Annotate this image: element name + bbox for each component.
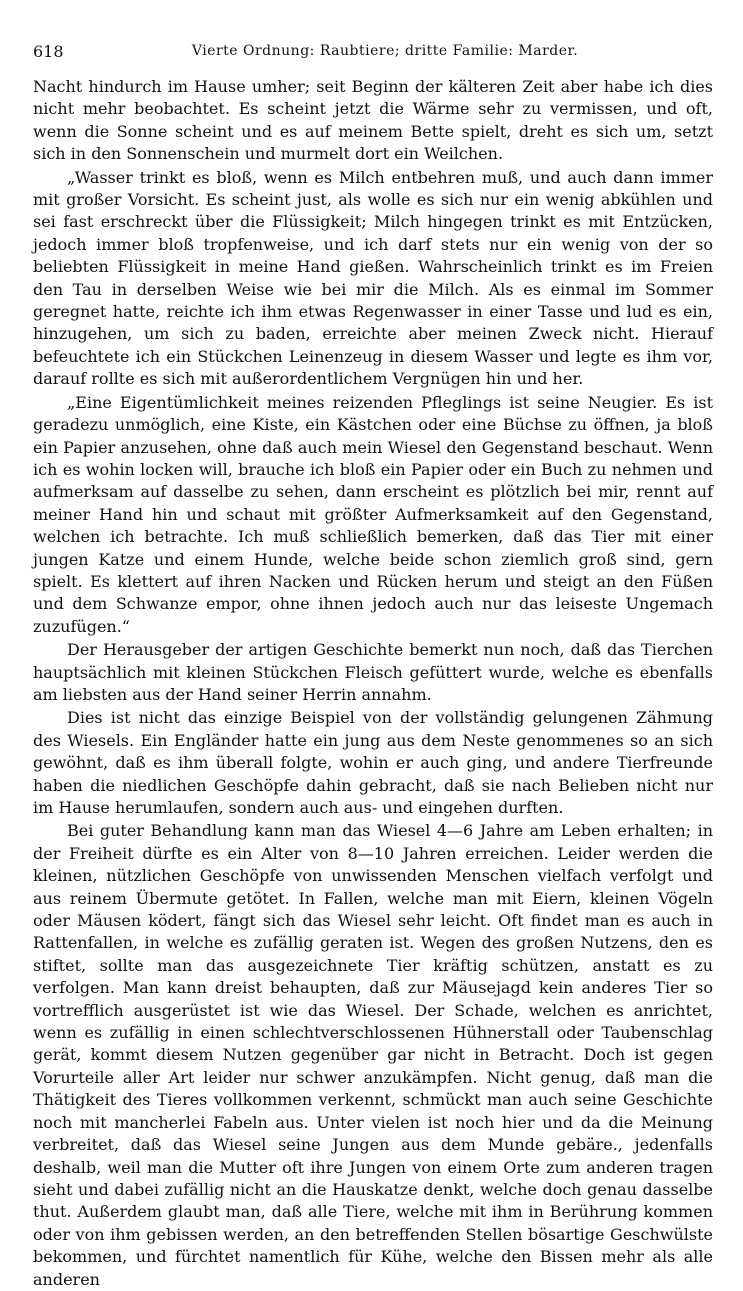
paragraph-5: Dies ist nicht das einzige Beispiel von der vollständig gelungenen Zähmung des Wiesels. Ein Engländer hatte ein jung aus dem Neste genommenes so an sich gewöhnt, daß es ihm überall folgte, wohin er auch ging, und andere Tierfreunde haben die niedlichen Geschöpfe dahin gebracht, daß sie nach Belieben nicht nur im Hause herumlaufen, sondern auch aus- und eingehen durften. — [33, 708, 713, 817]
page-header — [33, 36, 713, 66]
paragraph-6: Bei guter Behandlung kann man das Wiesel 4—6 Jahre am Leben erhalten; in der Freiheit dürfte es ein Alter von 8—10 Jahren erreichen. Leider werden die kleinen, nützlichen Geschöpfe von unwissenden Menschen vielfach verfolgt und aus reinem Übermute getötet. In Fallen, welche man mit Eiern, kleinen Vögeln oder Mäusen ködert, fängt sich das Wiesel sehr leicht. Oft findet man es auch in Rattenfallen, in welche es zufällig geraten ist. Wegen des großen Nutzens, den es stiftet, sollte man das ausgezeichnete Tier kräftig schützen, anstatt es zu verfolgen. Man kann dreist behaupten, daß zur Mäusejagd kein anderes Tier so vortrefflich ausgerüstet ist wie das Wiesel. Der Schade, welchen es anrichtet, wenn es zufällig in einen schlechtverschlossenen Hühnerstall oder Taubenschlag gerät, kommt diesem Nutzen gegenüber gar nicht in Betracht. Doch ist gegen Vorurteile aller Art leider nur schwer anzukämpfen. Nicht genug, daß man die Thätigkeit des Tieres vollkommen verkennt, schmückt man auch seine Geschichte noch mit mancherlei Fabeln aus. Unter vielen ist noch hier und da die Meinung verbreitet, daß das Wiesel seine Jungen aus dem Munde gebäre., jedenfalls deshalb, weil man die Mutter oft ihre Jungen von einem Orte zum anderen tragen sieht und dabei zufällig nicht an die Hauskatze denkt, welche doch genau dasselbe thut. Außerdem glaubt man, daß alle Tiere, welche mit ihm in Berührung kommen oder von ihm gebissen werden, an den betreffenden Stellen bösartige Geschwülste bekommen, und fürchtet namentlich für Kühe, welche den Bissen mehr als alle anderen — [33, 821, 713, 1289]
page-number: 618 — [33, 41, 64, 61]
body-text — [33, 76, 713, 1291]
paragraph-2: „Wasser trinkt es bloß, wenn es Milch entbehren muß, und auch dann immer mit großer Vorsicht. Es scheint just, als wolle es sich nur ein wenig abkühlen und sei fast erschreckt über die Flüssigkeit; Milch hingegen trinkt es mit Entzücken, jedoch immer bloß tropfenweise, und ich darf stets nur ein wenig von der so beliebten Flüssigkeit in meine Hand gießen. Wahrscheinlich trinkt es im Freien den Tau in derselben Weise wie bei mir die Milch. Als es einmal im Sommer geregnet hatte, reichte ich ihm etwas Regenwasser in einer Tasse und lud es ein, hinzugehen, um sich zu baden, erreichte aber meinen Zweck nicht. Hierauf befeuchtete ich ein Stückchen Leinenzeug in diesem Wasser und legte es ihm vor, darauf rollte es sich mit außerordentlichem Vergnügen hin und her. — [33, 167, 713, 389]
paragraph-3: „Eine Eigentümlichkeit meines reizenden Pfleglings ist seine Neugier. Es ist geradezu unmöglich, eine Kiste, ein Kästchen oder eine Büchse zu öffnen, ja bloß ein Papier anzusehen, ohne daß auch mein Wiesel den Gegenstand beschaut. Wenn ich es wohin locken will, brauche ich bloß ein Papier oder ein Buch zu nehmen und aufmerksam auf dasselbe zu sehen, dann erscheint es plötzlich bei mir, rennt auf meiner Hand hin und schaut mit größter Aufmerksamkeit auf den Gegenstand, welchen ich betrachte. Ich muß schließlich bemerken, daß das Tier mit einer jungen Katze und einem Hunde, welche beide schon ziemlich groß sind, gern spielt. Es klettert auf ihren Nacken und Rücken herum und steigt an den Füßen und dem Schwanze empor, ohne ihnen jedoch auch nur das leiseste Ungemach zuzufügen.“ — [33, 392, 713, 636]
paragraph-4: Der Herausgeber der artigen Geschichte bemerkt nun noch, daß das Tierchen hauptsächlich mit kleinen Stückchen Fleisch gefüttert wurde, welche es ebenfalls am liebsten aus der Hand seiner Herrin annahm. — [33, 640, 713, 704]
paragraph-1: Nacht hindurch im Hause umher; seit Beginn der kälteren Zeit aber habe ich dies nicht mehr beobachtet. Es scheint jetzt die Wärme sehr zu vermissen, und oft, wenn die Sonne scheint und es auf meinem Bette spielt, dreht es sich um, setzt sich in den Sonnenschein und murmelt dort ein Weilchen. — [33, 77, 713, 164]
running-head: Vierte Ordnung: Raubtiere; dritte Familie: Marder. — [191, 43, 579, 59]
